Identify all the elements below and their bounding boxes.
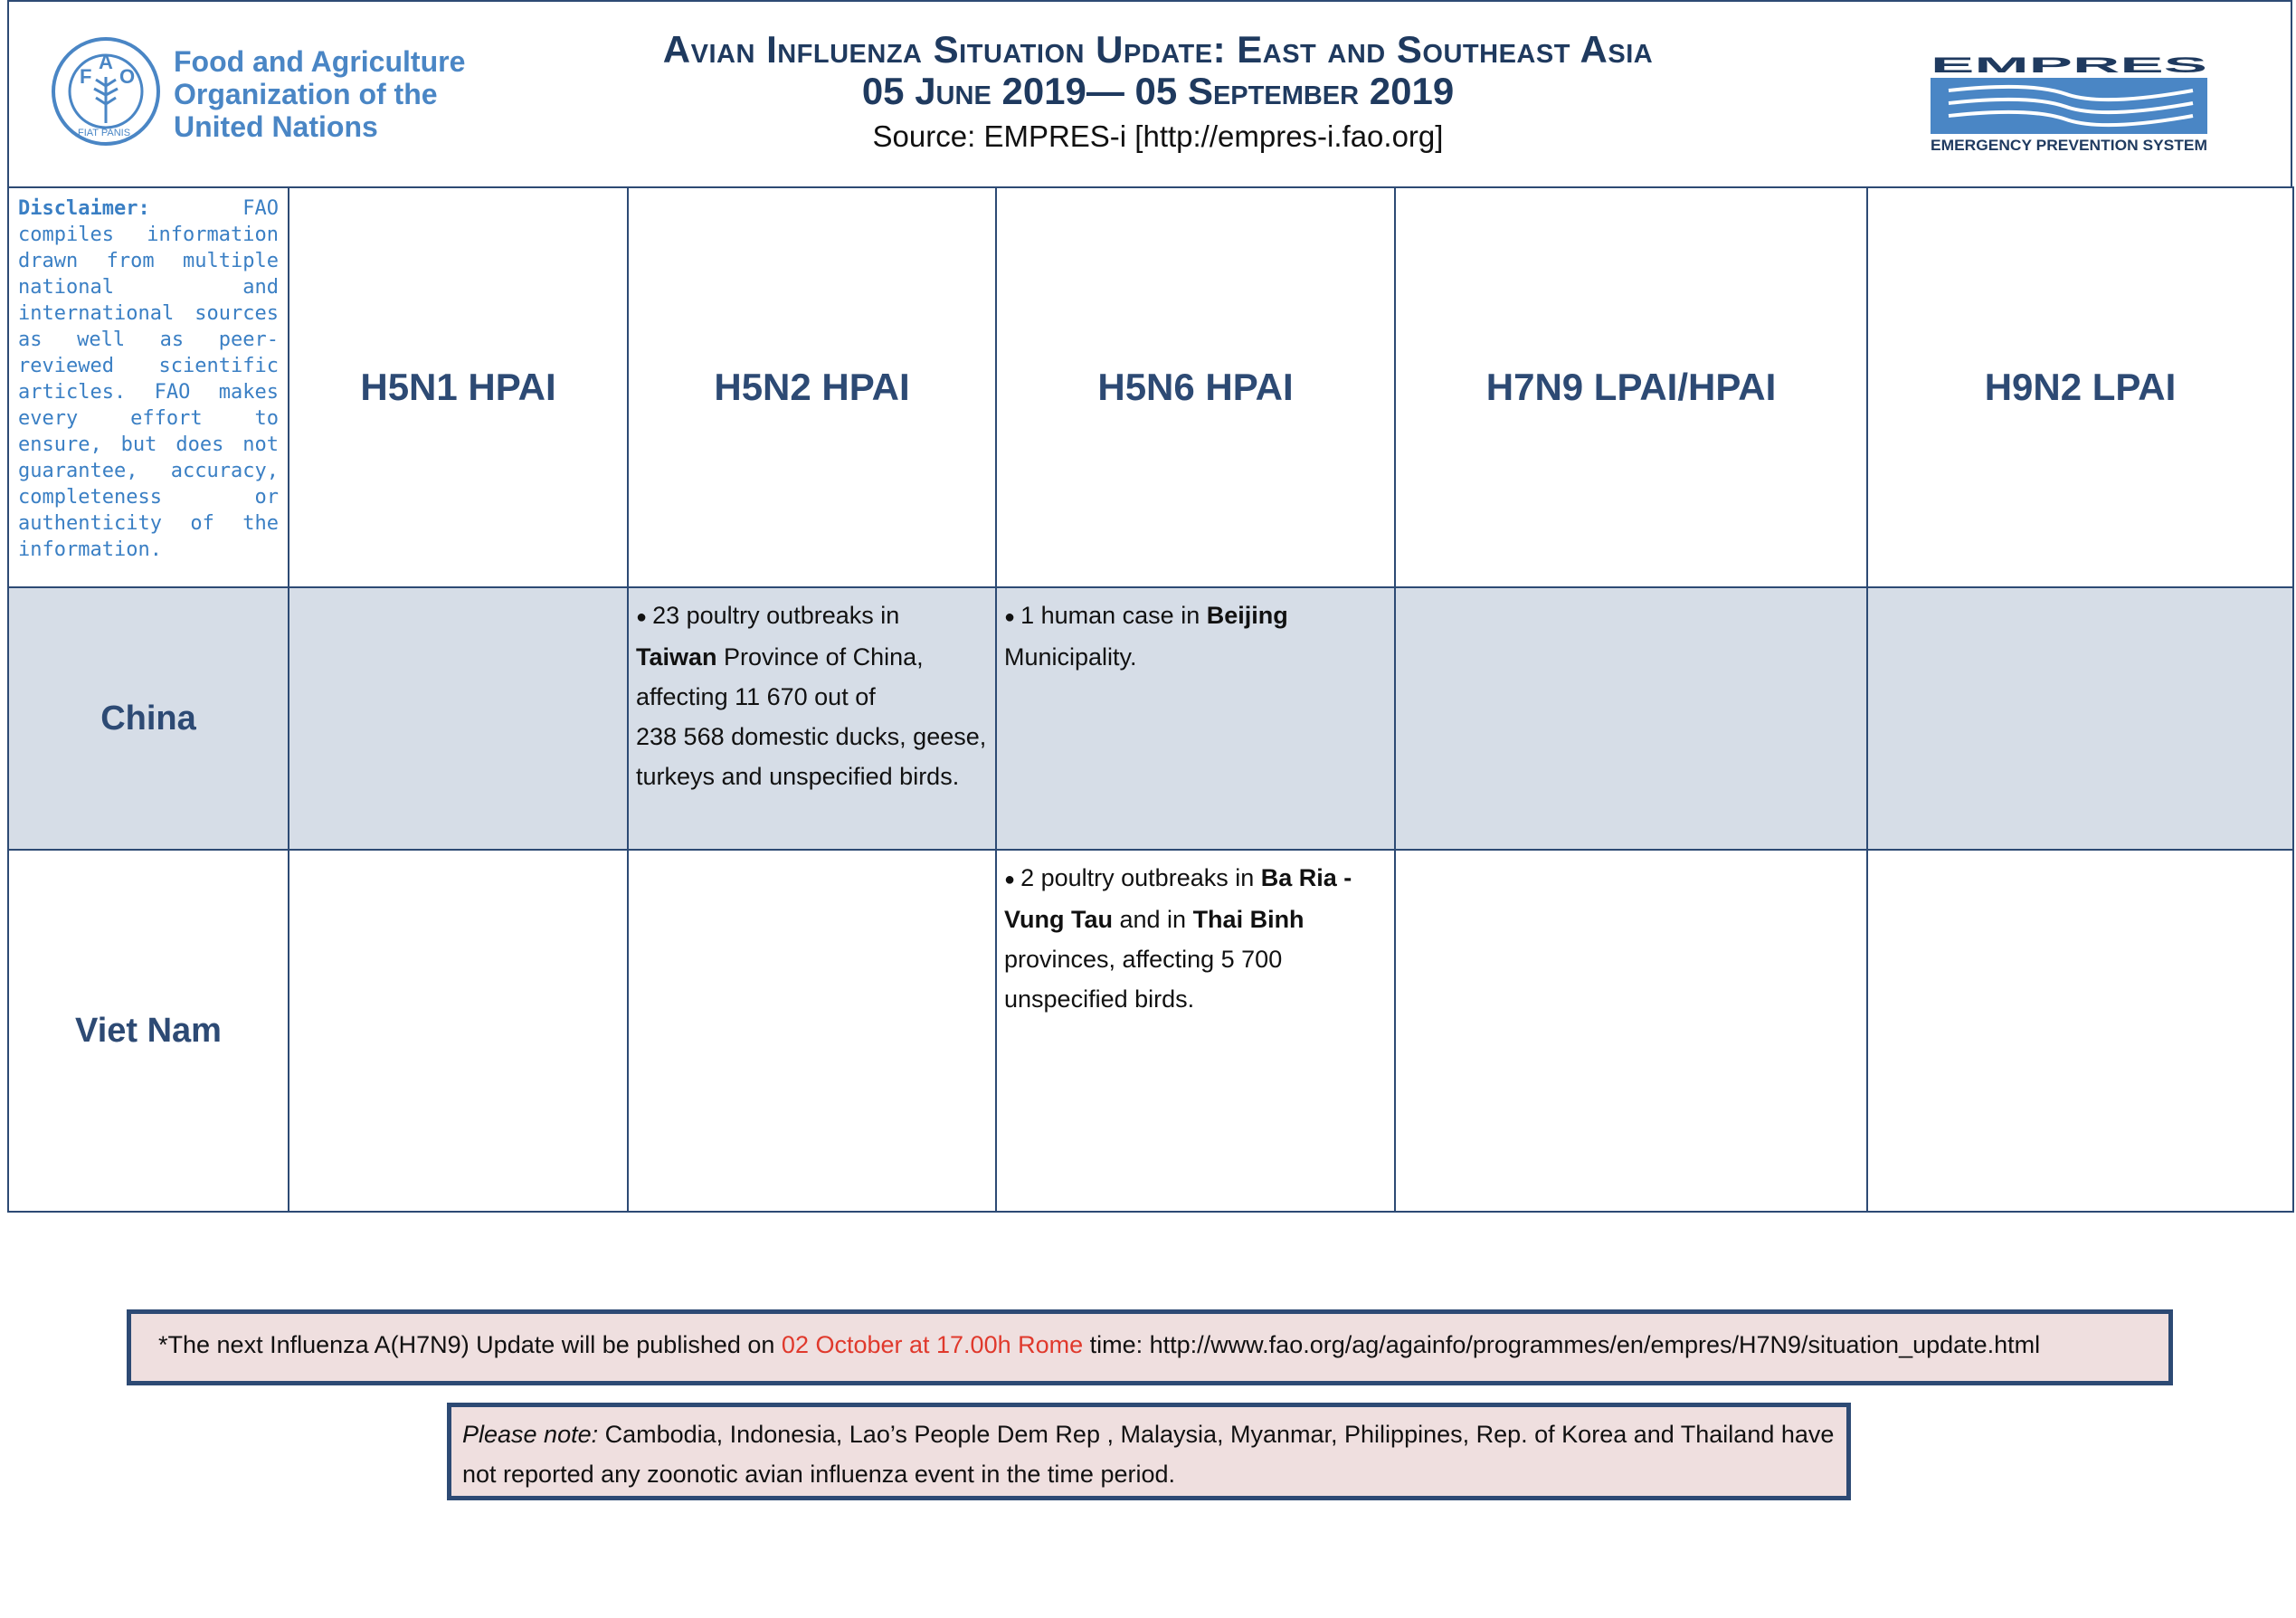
svg-text:O: O xyxy=(119,65,136,88)
event-text: ● 23 poultry outbreaks in Taiwan Province of China, affecting 11 670 out of 238 568 domestic ducks, geese, turkeys and unspecified birds. xyxy=(636,602,987,790)
svg-text:EMERGENCY PREVENTION SYSTEM: EMERGENCY PREVENTION SYSTEM xyxy=(1931,137,2207,154)
cell-china-h9n2 xyxy=(1867,587,2293,850)
disclaimer xyxy=(9,188,288,563)
svg-text:A: A xyxy=(99,51,113,73)
column-header-h7n9: H7N9 LPAI/HPAI xyxy=(1395,187,1867,587)
cell-china-h5n2 xyxy=(628,587,996,850)
svg-text:F: F xyxy=(80,65,92,88)
table-header-row xyxy=(8,187,2293,587)
bullet-icon: ● xyxy=(636,606,648,627)
source-line: Source: EMPRES-i [http://empres-i.fao.org] xyxy=(872,119,1444,153)
fao-name-line: Organization of the xyxy=(174,78,438,110)
country-label-vietnam: Viet Nam xyxy=(8,850,289,1212)
event-text: ● 1 human case in Beijing Municipality. xyxy=(1004,602,1288,671)
please-note-label: Please note: xyxy=(462,1421,599,1448)
country-label-china: China xyxy=(8,587,289,850)
empres-logo-icon xyxy=(1931,54,2207,156)
cell-china-h5n1 xyxy=(289,587,628,850)
svg-text:FIAT PANIS: FIAT PANIS xyxy=(78,128,131,138)
cell-vietnam-h5n6 xyxy=(996,850,1395,1212)
table-row-china xyxy=(8,587,2293,850)
cell-vietnam-h5n1 xyxy=(289,850,628,1212)
next-update-notice: *The next Influenza A(H7N9) Update will be published on 02 October at 17.00h Rome time: http://www.fao.org/ag/againfo/programmes/en/empres/H7N9/situation_update.html xyxy=(127,1309,2173,1385)
disclaimer-text: FAO compiles information drawn from multiple national and international sources as well as peer-reviewed scientific articles. FAO makes every effort to ensure, but does not guarantee, accuracy, completeness or authenticity of the information. xyxy=(18,197,279,561)
situation-table xyxy=(7,186,2294,1213)
publication-date-highlight: 02 October at 17.00h Rome xyxy=(781,1331,1084,1358)
bullet-icon: ● xyxy=(1004,606,1016,627)
column-header-h5n2: H5N2 HPAI xyxy=(628,187,996,587)
disclaimer-cell xyxy=(8,187,289,587)
cell-vietnam-h5n2 xyxy=(628,850,996,1212)
column-header-h5n1: H5N1 HPAI xyxy=(289,187,628,587)
fao-name-line: United Nations xyxy=(174,110,378,143)
cell-china-h7n9 xyxy=(1395,587,1867,850)
bullet-icon: ● xyxy=(1004,869,1016,890)
event-text: ● 2 poultry outbreaks in Ba Ria - Vung Tau and in Thai Binh provinces, affecting 5 700 unspecified birds. xyxy=(1004,864,1352,1013)
title-block xyxy=(516,29,1800,154)
column-header-h5n6: H5N6 HPAI xyxy=(996,187,1395,587)
fao-name-line: Food and Agriculture xyxy=(174,45,466,78)
column-header-h9n2: H9N2 LPAI xyxy=(1867,187,2293,587)
page-title: Avian Influenza Situation Update: East and Southeast Asia xyxy=(662,28,1654,71)
svg-text:EMPRES: EMPRES xyxy=(1931,54,2207,78)
cell-vietnam-h9n2 xyxy=(1867,850,2293,1212)
date-range: 05 June 2019— 05 September 2019 xyxy=(861,70,1455,112)
fao-emblem-icon xyxy=(51,36,161,147)
disclaimer-label: Disclaimer: xyxy=(18,197,150,220)
page-header xyxy=(7,0,2292,186)
table-row-vietnam xyxy=(8,850,2293,1212)
cell-china-h5n6 xyxy=(996,587,1395,850)
cell-vietnam-h7n9 xyxy=(1395,850,1867,1212)
fao-organization-name xyxy=(174,45,465,143)
please-note-text: Cambodia, Indonesia, Lao’s People Dem Rep , Malaysia, Myanmar, Philippines, Rep. of Korea and Thailand have not reported any zoonotic avian influenza event in the time period. xyxy=(462,1421,1835,1488)
please-note-box xyxy=(447,1403,1851,1500)
